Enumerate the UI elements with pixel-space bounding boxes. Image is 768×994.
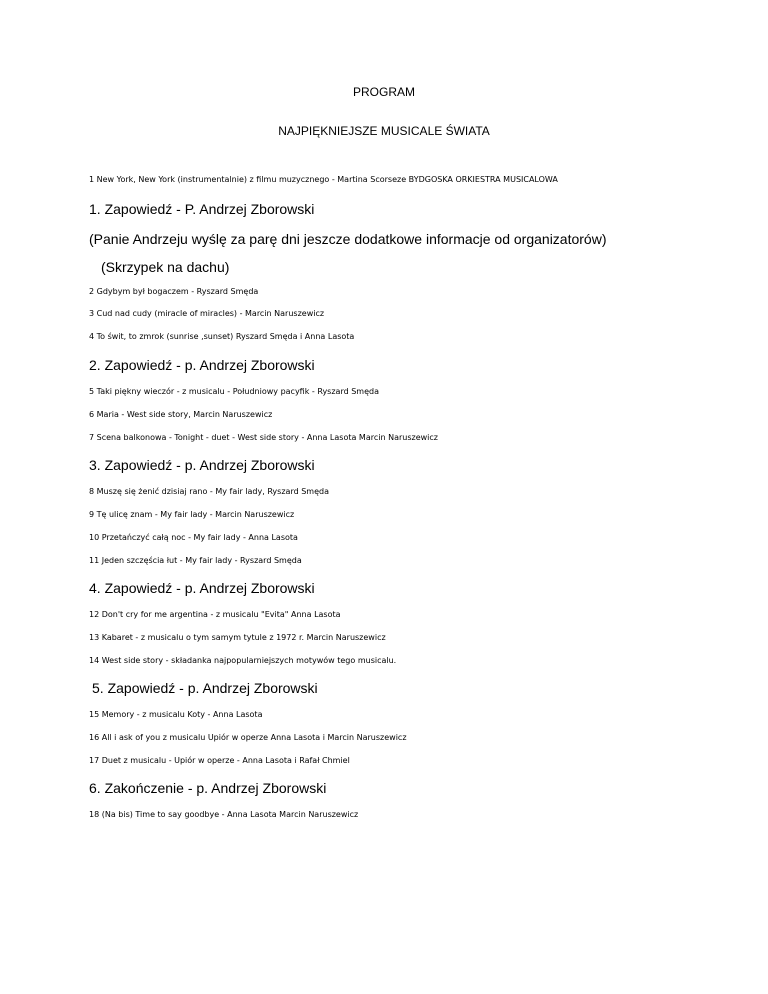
- section-heading-4: 4. Zapowiedź - p. Andrzej Zborowski: [89, 580, 315, 596]
- program-item-2: 2 Gdybym był bogaczem - Ryszard Smęda: [89, 287, 259, 296]
- program-item-7: 7 Scena balkonowa - Tonight - duet - West side story - Anna Lasota Marcin Naruszewicz: [89, 433, 438, 442]
- section-heading-3: 3. Zapowiedź - p. Andrzej Zborowski: [89, 457, 315, 473]
- program-item-17: 17 Duet z musicalu - Upiór w operze - Anna Lasota i Rafał Chmiel: [89, 756, 350, 765]
- program-item-5: 5 Taki piękny wieczór - z musicalu - Południowy pacyfik - Ryszard Smęda: [89, 387, 379, 396]
- program-item-13: 13 Kabaret - z musicalu o tym samym tytule z 1972 r. Marcin Naruszewicz: [89, 633, 386, 642]
- program-title: PROGRAM: [352, 85, 415, 99]
- program-item-3: 3 Cud nad cudy (miracle of miracles) - Marcin Naruszewicz: [89, 309, 325, 318]
- program-item-11: 11 Jeden szczęścia łut - My fair lady - Ryszard Smęda: [89, 556, 302, 565]
- section-title-skrzypek: (Skrzypek na dachu): [101, 259, 230, 275]
- program-subtitle: NAJPIĘKNIEJSZE MUSICALE ŚWIATA: [278, 124, 490, 138]
- section-heading-2: 2. Zapowiedź - p. Andrzej Zborowski: [89, 357, 315, 373]
- program-item-18: 18 (Na bis) Time to say goodbye - Anna Lasota Marcin Naruszewicz: [89, 810, 359, 819]
- section-heading-1: 1. Zapowiedź - P. Andrzej Zborowski: [89, 201, 315, 217]
- program-item-4: 4 To świt, to zmrok (sunrise ,sunset) Ryszard Smęda i Anna Lasota: [89, 332, 355, 341]
- program-item-6: 6 Maria - West side story, Marcin Naruszewicz: [89, 410, 273, 419]
- program-item-14: 14 West side story - składanka najpopularniejszych motywów tego musicalu.: [89, 656, 397, 665]
- section-heading-5: 5. Zapowiedź - p. Andrzej Zborowski: [92, 680, 318, 696]
- program-item-8: 8 Muszę się żenić dzisiaj rano - My fair lady, Ryszard Smęda: [89, 487, 329, 496]
- program-item-1: 1 New York, New York (instrumentalnie) z filmu muzycznego - Martina Scorseze BYDGOSKA ORKIESTRA MUSICALOWA: [89, 175, 558, 184]
- program-item-10: 10 Przetańczyć całą noc - My fair lady - Anna Lasota: [89, 533, 298, 542]
- section-heading-6: 6. Zakończenie - p. Andrzej Zborowski: [89, 780, 327, 796]
- program-item-9: 9 Tę ulicę znam - My fair lady - Marcin Naruszewicz: [89, 510, 295, 519]
- program-item-15: 15 Memory - z musicalu Koty - Anna Lasota: [89, 710, 263, 719]
- program-item-12: 12 Don't cry for me argentina - z musicalu "Evita" Anna Lasota: [89, 610, 341, 619]
- organizer-note: (Panie Andrzeju wyślę za parę dni jeszcze dodatkowe informacje od organizatorów): [89, 231, 607, 247]
- program-item-16: 16 All i ask of you z musicalu Upiór w operze Anna Lasota i Marcin Naruszewicz: [89, 733, 407, 742]
